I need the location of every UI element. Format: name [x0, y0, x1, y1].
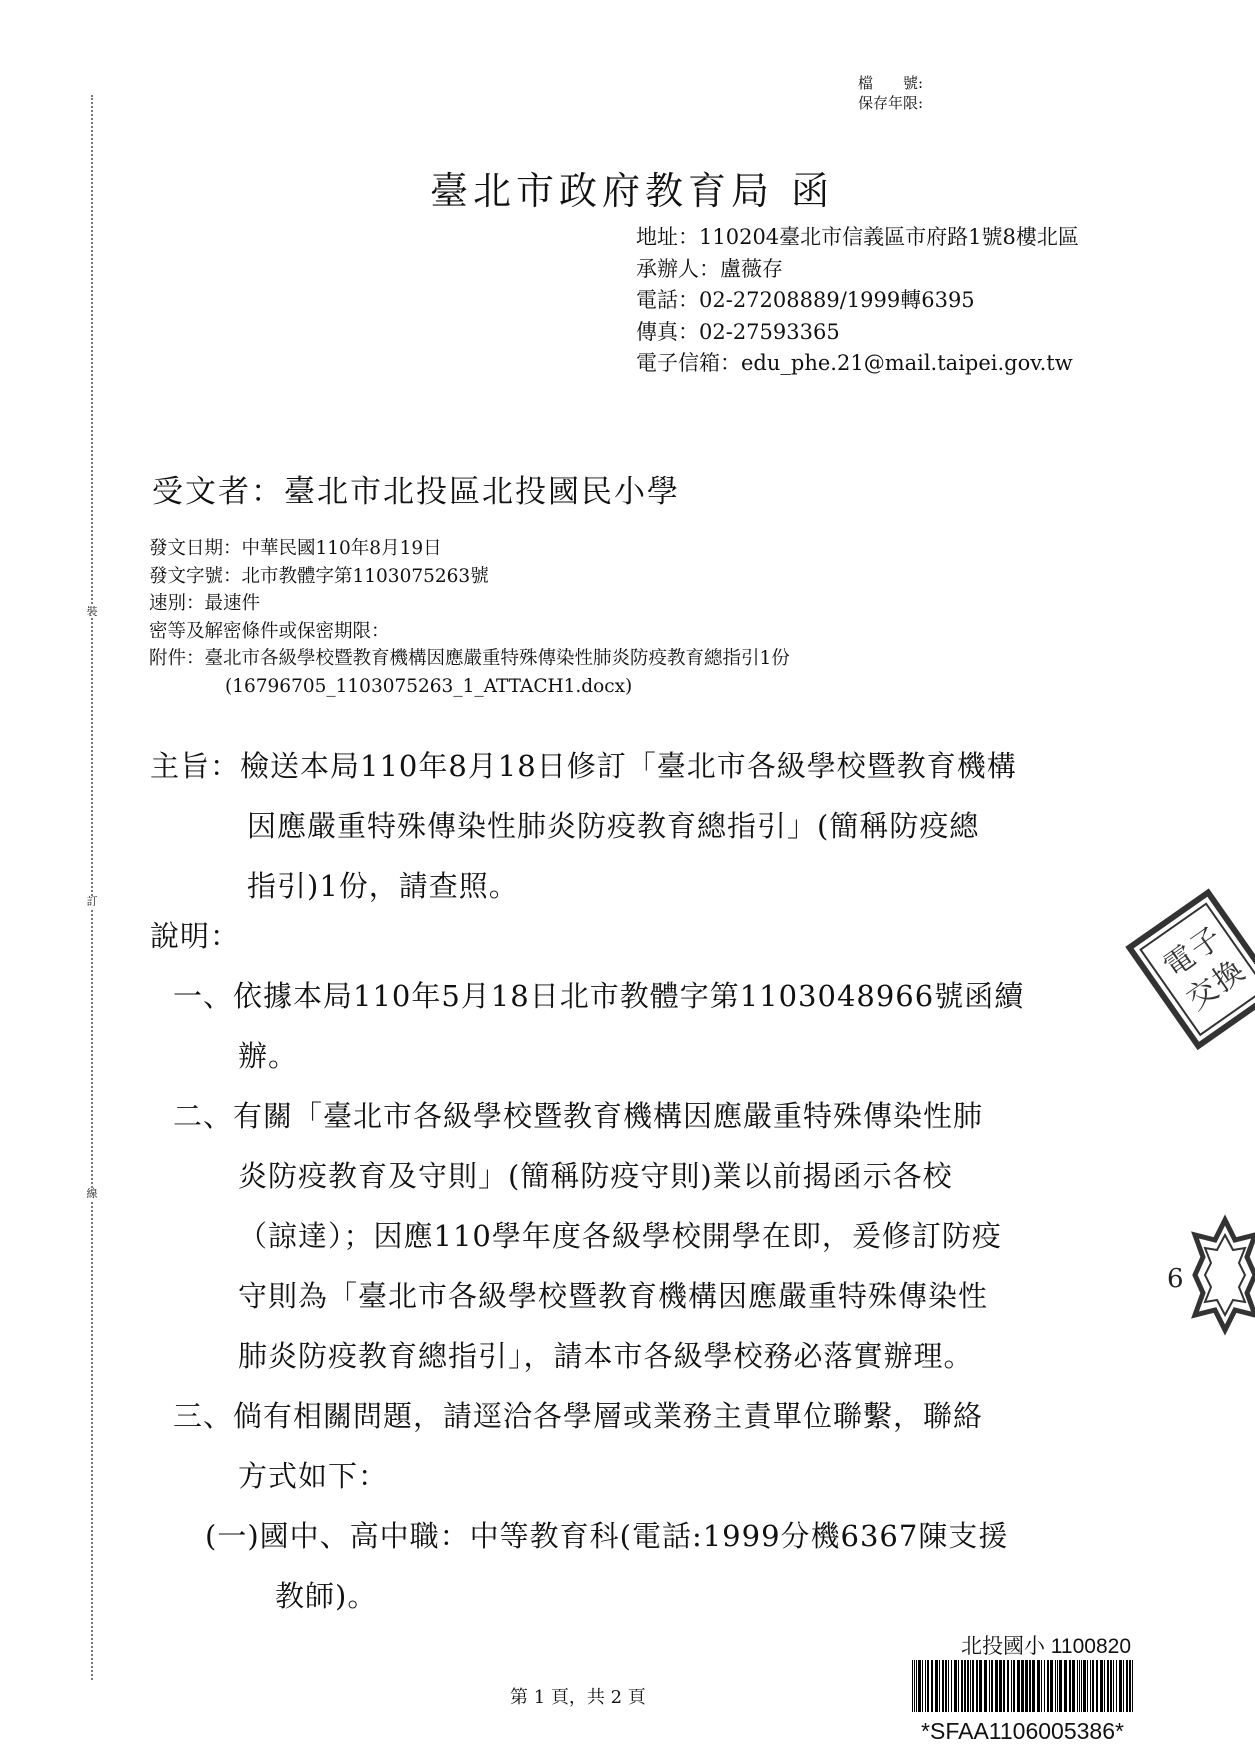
barcode-bar [1072, 1660, 1075, 1712]
svg-text:換: 換 [1206, 953, 1252, 1000]
page-indicator: 第 1 頁，共 2 頁 [510, 1687, 646, 1708]
barcode-bar [1011, 1660, 1012, 1712]
barcode-bar [1069, 1660, 1071, 1712]
barcode-bar [1132, 1660, 1133, 1712]
barcode-bar [1113, 1660, 1114, 1712]
barcode-bar [1041, 1660, 1042, 1712]
barcode-icon [900, 1660, 1145, 1712]
barcode-bar [1081, 1660, 1082, 1712]
barcode-bar [1077, 1660, 1078, 1712]
barcode-bar [972, 1660, 974, 1712]
contact-block [636, 222, 1106, 380]
item-line: 辦。 [238, 1039, 299, 1073]
barcode-bar [918, 1660, 921, 1712]
barcode-bar [989, 1660, 990, 1712]
svg-text:交: 交 [1180, 971, 1225, 1018]
barcode-bar [954, 1660, 957, 1712]
barcode-bar [927, 1660, 929, 1712]
seal-number: 6 [1167, 1264, 1184, 1294]
svg-text:電: 電 [1157, 938, 1203, 985]
barcode-bar [1013, 1660, 1015, 1712]
attachment: 附件：臺北市各級學校暨教育機構因應嚴重特殊傳染性肺炎防疫教育總指引1份 [149, 648, 790, 669]
barcode-bar [935, 1660, 938, 1712]
barcode-bar [951, 1660, 952, 1712]
barcode-bar [1100, 1660, 1103, 1712]
barcode-bar [1079, 1660, 1080, 1712]
barcode-bar [916, 1660, 917, 1712]
item-line: 炎防疫教育及守則」(簡稱防疫守則)業以前揭函示各校 [238, 1159, 953, 1193]
barcode-bar [1021, 1660, 1024, 1712]
barcode-bar [958, 1660, 959, 1712]
barcode-number: *SFAA1106005386* [921, 1718, 1124, 1744]
barcode-bar [991, 1660, 993, 1712]
barcode-bar [984, 1660, 987, 1712]
explanation-item-2-continued [238, 1146, 1002, 1386]
barcode-bar [970, 1660, 971, 1712]
barcode-bar [1003, 1660, 1005, 1712]
subject-line: 指引)1份，請查照。 [247, 869, 519, 903]
issue-date: 發文日期：中華民國110年8月19日 [149, 538, 442, 559]
item-line: 方式如下： [238, 1459, 389, 1493]
barcode-bar [912, 1660, 913, 1712]
explanation-item-1 [173, 966, 1024, 1026]
explanation-item-3 [173, 1386, 983, 1446]
barcode-bar [1050, 1660, 1053, 1712]
barcode-bar [1119, 1660, 1122, 1712]
barcode-bar [976, 1660, 978, 1712]
email: 電子信箱：edu_phe.21@mail.taipei.gov.tw [636, 351, 1073, 375]
item-line: （諒達）；因應110學年度各級學校開學在即，爰修訂防疫 [238, 1219, 1002, 1253]
subject-line: 因應嚴重特殊傳染性肺炎防疫教育總指引」(簡稱防疫總 [247, 809, 980, 843]
barcode-bar [1126, 1660, 1128, 1712]
item-line: 一、依據本局110年5月18日北市教體字第1103048966號函續 [173, 979, 1025, 1013]
barcode-bar [1092, 1660, 1094, 1712]
barcode-bar [925, 1660, 926, 1712]
barcode-bar [979, 1660, 982, 1712]
barcode-bar [939, 1660, 940, 1712]
barcode-bar [1116, 1660, 1117, 1712]
page-title: 臺北市政府教育局 函 [430, 169, 835, 213]
item-line: 肺炎防疫教育總指引」，請本市各級學校務必落實辦理。 [238, 1339, 974, 1373]
binding-mark: 訂 [84, 896, 100, 908]
barcode-bar [1057, 1660, 1058, 1712]
barcode-bar [1087, 1660, 1088, 1712]
item-line: 二、有關「臺北市各級學校暨教育機構因應嚴重特殊傳染性肺 [173, 1099, 984, 1133]
barcode-bar [948, 1660, 949, 1712]
barcode-bar [1032, 1660, 1035, 1712]
explanation-heading: 說明： [150, 919, 241, 953]
barcode-bar [1017, 1660, 1020, 1712]
barcode-bar [942, 1660, 944, 1712]
barcode-bar [1059, 1660, 1062, 1712]
explanation-sub-item-1-continued [275, 1566, 377, 1626]
seal-stamp-star [1165, 1215, 1255, 1335]
barcode-bar [945, 1660, 947, 1712]
subject-line: 主旨：檢送本局110年8月18日修訂「臺北市各級學校暨教育機構 [150, 749, 1017, 783]
binding-mark: 線 [84, 1188, 100, 1200]
subject-continued [247, 796, 979, 916]
barcode-bar [995, 1660, 998, 1712]
binding-mark: 裝 [84, 606, 100, 618]
barcode-bar [1037, 1660, 1040, 1712]
handler: 承辦人：盧薇存 [636, 256, 783, 281]
secrecy-level: 密等及解密條件或保密期限： [149, 620, 390, 642]
barcode-bar [1096, 1660, 1098, 1712]
svg-text:子: 子 [1183, 920, 1229, 967]
fax: 傳真：02-27593365 [636, 319, 840, 344]
binding-dotted-line [91, 95, 93, 1680]
explanation-item-3-continued [238, 1446, 388, 1506]
barcode-bar [1064, 1660, 1067, 1712]
barcode-bar [964, 1660, 966, 1712]
barcode-bar [1055, 1660, 1056, 1712]
item-line: 教師)。 [275, 1579, 378, 1613]
barcode-bar [1110, 1660, 1112, 1712]
address: 地址：110204臺北市信義區市府路1號8樓北區 [636, 225, 1079, 249]
phone: 電話：02-27208889/1999轉6395 [636, 288, 975, 312]
retention-label: 保存年限: [858, 94, 924, 112]
speed-class: 速別：最速件 [149, 593, 261, 614]
barcode-bar [931, 1660, 933, 1712]
barcode-bar [1029, 1660, 1031, 1712]
barcode-bar [1090, 1660, 1091, 1712]
document-number: 發文字號：北市教體字第1103075263號 [149, 565, 489, 587]
barcode-bar [999, 1660, 1002, 1712]
item-line: 守則為「臺北市各級學校暨教育機構因應嚴重特殊傳染性 [238, 1279, 989, 1313]
barcode-bar [1104, 1660, 1105, 1712]
barcode-bar [1047, 1660, 1049, 1712]
document-meta [149, 535, 790, 700]
item-line: (一)國中、高中職：中等教育科(電話:1999分機6367陳支援 [205, 1519, 1009, 1553]
barcode-bar [1123, 1660, 1124, 1712]
item-line: 三、倘有相關問題，請逕洽各學層或業務主責單位聯繫，聯絡 [173, 1399, 984, 1433]
barcode-bar [1044, 1660, 1045, 1712]
explanation-item-2 [173, 1086, 983, 1146]
barcode-bar [1129, 1660, 1131, 1712]
explanation-item-1-continued [238, 1026, 298, 1086]
barcode-bar [1083, 1660, 1086, 1712]
barcode-bar [1007, 1660, 1009, 1712]
barcode-bar [1107, 1660, 1109, 1712]
barcode-bar [922, 1660, 923, 1712]
barcode-caption: 北投國小 1100820 [960, 1635, 1131, 1658]
recipient: 受文者：臺北市北投區北投國民小學 [152, 474, 680, 510]
attachment-file: (16796705_1103075263_1_ATTACH1.docx) [225, 675, 633, 697]
official-seal-stamp [1135, 895, 1255, 1055]
archive-info [858, 73, 923, 113]
subject [150, 736, 1017, 796]
barcode-bar [914, 1660, 915, 1712]
barcode-bar [1025, 1660, 1028, 1712]
barcode-block [900, 1630, 1145, 1745]
barcode-bar [967, 1660, 969, 1712]
file-number-label: 檔 號: [858, 74, 924, 92]
explanation-sub-item-1 [205, 1506, 1008, 1566]
barcode-bar [961, 1660, 963, 1712]
